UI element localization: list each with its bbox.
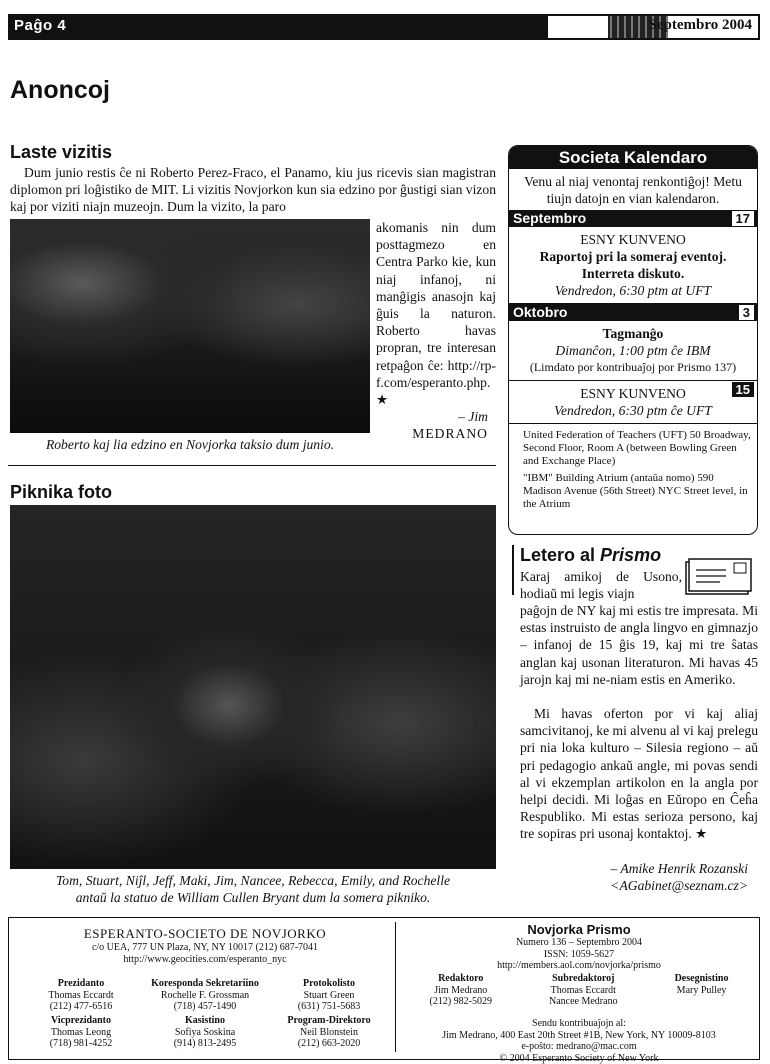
section-title: Anoncoj bbox=[10, 76, 110, 104]
officer bbox=[267, 1015, 391, 1050]
staff-member bbox=[430, 973, 493, 1008]
masthead-footer bbox=[8, 917, 760, 1064]
officer bbox=[19, 1015, 143, 1050]
officer-name: Sofiya Soskina bbox=[174, 1026, 236, 1038]
officer-name: Neil Blonstein bbox=[299, 1026, 359, 1038]
signature-name: – Amike Henrik Rozanski bbox=[610, 861, 748, 876]
society-name: ESPERANTO-SOCIETO DE NOVJORKO bbox=[83, 926, 327, 941]
letter-title bbox=[520, 545, 661, 566]
article-title-picnic: Piknika foto bbox=[10, 482, 113, 502]
prismo-url: http://members.aol.com/novjorka/prismo bbox=[497, 960, 661, 971]
event-esny-september bbox=[509, 227, 757, 304]
event-title: ESNY KUNVENO bbox=[580, 232, 686, 247]
officer-phone: (212) 477-6516 bbox=[49, 1001, 113, 1012]
send-address: Jim Medrano, 400 East 20th Street #1B, New York, NY 10009-8103 bbox=[442, 1029, 716, 1041]
month-bar-october bbox=[509, 304, 757, 321]
event-topic: Raportoj pri la someraj eventoj. bbox=[539, 249, 727, 264]
officer bbox=[267, 978, 391, 1013]
event-day: 17 bbox=[732, 211, 754, 226]
society-url: http://www.geocities.com/esperanto_nyc bbox=[123, 954, 287, 965]
signature-email: <AGabinet@seznam.cz> bbox=[610, 878, 748, 894]
event-topic-2: Interreta diskuto. bbox=[581, 266, 685, 281]
staff-row bbox=[401, 973, 757, 1008]
officer-role: Program-Direktoro bbox=[287, 1015, 371, 1026]
month-bar-september bbox=[509, 210, 757, 227]
staff-name: Thomas Eccardt bbox=[550, 984, 616, 996]
letter-para-2: Mi havas oferton por vi kaj aliaj samcivitanoj, ke mi alvenu al vi kaj prelegu pri nia loka kulturo – Silesia regiono – aŭ pri pedagogio ankaŭ angle, mi povas sendi al vi ekzemplan artikolon en la angla por helpi decidi. Mi loĝas en Eŭropo en Ĉeĥa Respubliko. Mi estas serioza persono, kaj tre sopiras pri usonaj kontaktoj. ★ bbox=[520, 706, 758, 842]
event-title: Tagmanĝo bbox=[602, 326, 664, 341]
officers-row-1 bbox=[19, 978, 391, 1013]
letter-signature bbox=[520, 860, 748, 894]
page-header bbox=[8, 14, 760, 40]
staff-member bbox=[549, 973, 618, 1008]
divider bbox=[8, 465, 496, 466]
caption-line-2: antaŭ la statuo de William Cullen Bryant dum la somera pikniko. bbox=[75, 890, 431, 905]
article-visit-para-1: Dum junio restis ĉe ni Roberto Perez-Fraco, el Panamo, kiu jus ricevis sian magistran diplomon pri loĝistiko de MIT. Li vizitis Novjorkon kun sia edzino por ĝustigi sian vizon kaj por viziti niajn muzeojn. Dum la vizito, la paro bbox=[10, 165, 496, 215]
officer-name: Thomas Eccardt bbox=[48, 989, 114, 1001]
officer-phone: (212) 663-2020 bbox=[297, 1038, 361, 1049]
calendar-title: Societa Kalendaro bbox=[509, 146, 757, 169]
officer-role: Prezidanto bbox=[57, 978, 105, 989]
article-visit-credit bbox=[376, 408, 488, 442]
event-lunch-october bbox=[509, 321, 757, 381]
article-title-visit: Laste vizitis bbox=[10, 142, 113, 162]
officers-row-2 bbox=[19, 1015, 391, 1050]
letter-para-1: Karaj amikoj de Usono, hodiaŭ mi legis viajn bbox=[520, 569, 682, 602]
photo-picnic bbox=[10, 505, 496, 869]
officer bbox=[143, 978, 267, 1013]
prismo-issn: ISSN: 1059-5627 bbox=[543, 948, 615, 960]
prismo-issue: Numero 136 – Septembro 2004 bbox=[515, 937, 643, 948]
calendar-box bbox=[508, 145, 758, 535]
letter-para-1b: paĝojn de NY kaj mi estis tre impresata. Mi estas instruisto de angla lingvo en gimnazjo – infanoj de 15 ĝis 19, kaj mi tre ŝatas anglan kaj usonan literaturon. Mi havas 45 jarojn kaj mi ne-niam estis en Ameriko. bbox=[520, 603, 758, 687]
staff-name: Mary Pulley bbox=[676, 984, 727, 996]
send-label: Sendu kontribuaĵojn al: bbox=[532, 1018, 626, 1029]
officer-role: Protokolisto bbox=[302, 978, 356, 989]
staff-role: Subredaktoroj bbox=[552, 973, 615, 984]
staff-member bbox=[675, 973, 729, 1008]
venue-ibm: "IBM" Building Atrium (antaŭa nomo) 590 Madison Avenue (56th Street) NYC Street level, in the Atrium bbox=[523, 471, 748, 511]
venue-list bbox=[509, 424, 757, 511]
event-title: ESNY KUNVENO bbox=[580, 386, 686, 401]
page-number: Paĝo 4 bbox=[14, 17, 67, 34]
credit-name: MEDRANO bbox=[412, 426, 488, 441]
officer-name: Rochelle F. Grossman bbox=[160, 989, 250, 1001]
caption-line-1: Tom, Stuart, Niĵl, Jeff, Maki, Jim, Nancee, Rebecca, Emily, and Rochelle bbox=[56, 873, 450, 888]
submission-info bbox=[401, 1018, 757, 1064]
staff-name-2: Nancee Medrano bbox=[549, 996, 618, 1007]
issue-date-box bbox=[548, 16, 758, 38]
send-email: e-poŝto: medrano@mac.com bbox=[521, 1041, 637, 1052]
prismo-name: Novjorka Prismo bbox=[527, 922, 631, 937]
event-esny-october bbox=[509, 381, 757, 424]
officer-phone: (914) 813-2495 bbox=[173, 1038, 237, 1049]
officer-role: Vicprezidanto bbox=[51, 1015, 111, 1026]
venue-uft: United Federation of Teachers (UFT) 50 Broadway, Second Floor, Room A (between Bowling Green and Exchange Place) bbox=[523, 429, 751, 468]
officer-name: Stuart Green bbox=[303, 989, 355, 1001]
month-name: Oktobro bbox=[513, 304, 568, 320]
officer bbox=[143, 1015, 267, 1050]
event-note: (Limdato por kontribuaĵoj por Prismo 137) bbox=[529, 360, 737, 374]
footer-divider bbox=[395, 922, 396, 1052]
event-time: Dimanĉon, 1:00 ptm ĉe IBM bbox=[555, 343, 711, 358]
officer-phone: (718) 981-4252 bbox=[49, 1038, 113, 1049]
calendar-intro: Venu al niaj venontaj renkontiĝoj! Metu tiujn datojn en vian kalendaron. bbox=[524, 174, 742, 206]
event-day: 15 bbox=[732, 382, 754, 397]
staff-role: Desegnistino bbox=[674, 973, 729, 984]
issue-date: Septembro 2004 bbox=[648, 17, 752, 33]
officer bbox=[19, 978, 143, 1013]
letter-title-prismo: Prismo bbox=[600, 545, 662, 565]
staff-phone: (212) 982-5029 bbox=[429, 996, 492, 1007]
event-time: Vendredon, 6:30 ptm at UFT bbox=[554, 283, 712, 298]
officer-role: Korespondа Sekretariino bbox=[151, 978, 259, 989]
event-day: 3 bbox=[739, 305, 754, 320]
staff-name: Jim Medrano bbox=[434, 984, 488, 996]
event-time: Vendredon, 6:30 ptm ĉe UFT bbox=[554, 403, 712, 418]
officer-role: Kasistino bbox=[184, 1015, 225, 1026]
copyright: © 2004 Esperanto Society of New York bbox=[499, 1052, 659, 1064]
officer-phone: (718) 457-1490 bbox=[173, 1001, 237, 1012]
letter-side-rule bbox=[512, 545, 514, 595]
photo-roberto-taxi bbox=[10, 219, 370, 433]
article-visit-para-2: akomanis nin dum posttagmezo en Centra Parko kie, kun niaj infanoj, ni manĝigis anasojn kaj ĝuis la naturon. Roberto havas propran, tre interesan retpaĝon ĉe: http://rp-f.com/esperanto.php. ★ bbox=[376, 220, 496, 408]
envelope-icon bbox=[684, 556, 754, 598]
letter-title-text: Letero al bbox=[520, 545, 596, 565]
officer-name: Thomas Leong bbox=[50, 1026, 112, 1038]
month-name: Septembro bbox=[513, 210, 587, 226]
photo-caption-roberto: Roberto kaj lia edzino en Novjorka taksio dum junio. bbox=[45, 437, 335, 452]
credit-signature: – Jim bbox=[458, 409, 488, 424]
photo-caption-picnic bbox=[10, 872, 496, 906]
society-info bbox=[19, 926, 391, 966]
society-address: c/o UEA, 777 UN Plaza, NY, NY 10017 (212) 687-7041 bbox=[91, 942, 319, 953]
prismo-info bbox=[401, 922, 757, 972]
staff-role: Redaktoro bbox=[438, 973, 484, 984]
officer-phone: (631) 751-5683 bbox=[297, 1001, 361, 1012]
